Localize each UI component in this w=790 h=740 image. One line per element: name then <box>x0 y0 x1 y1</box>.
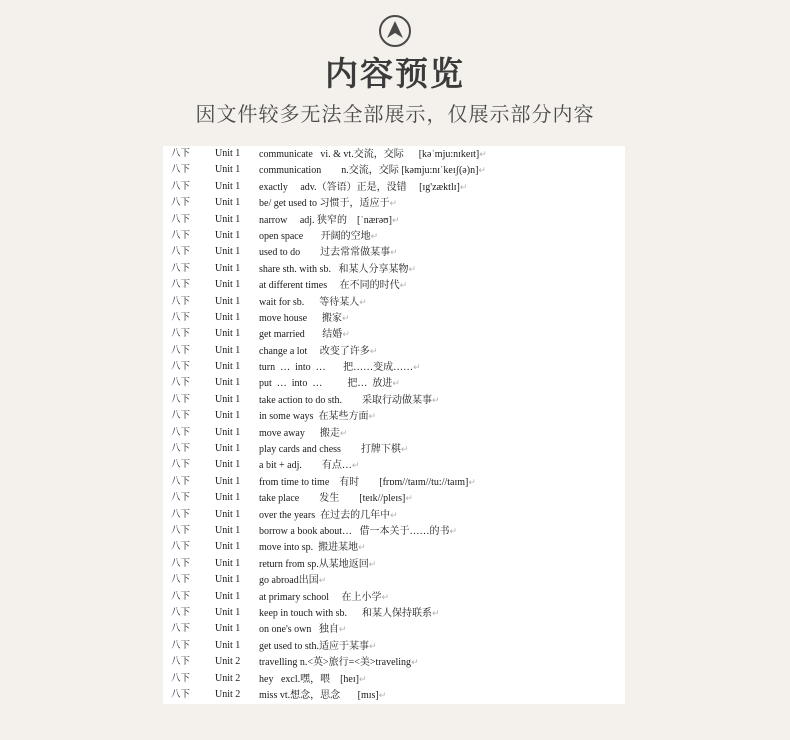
vocabulary-entry <box>259 474 476 491</box>
unit-label: Unit 1 <box>215 229 241 241</box>
vocabulary-entry <box>259 392 440 409</box>
page-subtitle: 因文件较多无法全部展示，仅展示部分内容 <box>195 102 595 126</box>
list-item <box>163 572 625 588</box>
unit-label: Unit 1 <box>215 344 241 356</box>
return-mark-icon: ↵ <box>369 640 377 651</box>
return-mark-icon: ↵ <box>358 542 366 553</box>
entry-text: take action to do sth. 采取行动做某事 <box>259 394 433 406</box>
vocabulary-entry <box>259 654 419 671</box>
list-item <box>163 523 625 539</box>
unit-label: Unit 1 <box>215 279 241 291</box>
page-title: 内容预览 <box>325 54 465 93</box>
unit-label: Unit 1 <box>215 328 241 340</box>
list-item <box>163 654 625 670</box>
vocabulary-entry <box>259 507 398 524</box>
vocabulary-entry <box>259 605 440 622</box>
entry-text: return from sp.从某地返回 <box>259 558 369 570</box>
vocabulary-entry <box>259 572 326 589</box>
return-mark-icon: ↵ <box>358 673 367 684</box>
entry-text: travelling n.<英>旅行=<美>traveling <box>259 657 412 669</box>
entry-text: change a lot 改变了许多 <box>259 345 370 357</box>
list-item <box>163 425 625 441</box>
unit-label: Unit 1 <box>215 590 241 602</box>
grade-label: 八下 <box>171 606 191 618</box>
grade-label: 八下 <box>171 623 191 635</box>
vocabulary-entry <box>259 212 400 229</box>
entry-text: get used to sth.适应于某事 <box>259 640 369 652</box>
grade-label: 八下 <box>171 377 191 389</box>
up-arrow-circle-icon <box>378 14 412 48</box>
entry-text: move away 搬走 <box>259 427 340 439</box>
entry-text: a bit + adj. 有点… <box>259 460 352 472</box>
list-item <box>163 375 625 391</box>
grade-label: 八下 <box>171 524 191 536</box>
list-item <box>163 294 625 310</box>
return-mark-icon: ↵ <box>459 181 468 192</box>
return-mark-icon: ↵ <box>400 444 409 455</box>
return-mark-icon: ↵ <box>339 427 348 438</box>
vocabulary-entry <box>259 228 378 245</box>
vocabulary-entry <box>259 621 346 638</box>
unit-label: Unit 2 <box>215 688 241 700</box>
vocabulary-entry <box>259 179 467 196</box>
grade-label: 八下 <box>171 492 191 504</box>
list-item <box>163 195 625 211</box>
list-item <box>163 326 625 342</box>
vocabulary-entry <box>259 359 421 376</box>
unit-label: Unit 1 <box>215 508 241 520</box>
entry-text: exactly adv.（答语）正是，没错 [ɪg'zæktlɪ] <box>259 181 460 193</box>
vocabulary-entry <box>259 425 347 442</box>
grade-label: 八下 <box>171 410 191 422</box>
list-item <box>163 589 625 605</box>
entry-text: communicate vi. & vt.交流，交际 [kəˈmju:nɪkeɪt] <box>259 149 480 160</box>
list-item <box>163 392 625 408</box>
grade-label: 八下 <box>171 639 191 651</box>
return-mark-icon: ↵ <box>368 558 377 569</box>
return-mark-icon: ↵ <box>351 460 360 471</box>
vocabulary-entry <box>259 556 376 573</box>
entry-text: wait for sb. 等待某人 <box>259 296 360 308</box>
list-item <box>163 638 625 654</box>
unit-label: Unit 1 <box>215 410 241 422</box>
vocabulary-entry <box>259 244 398 261</box>
grade-label: 八下 <box>171 148 191 159</box>
unit-label: Unit 1 <box>215 623 241 635</box>
vocabulary-entry <box>259 326 350 343</box>
grade-label: 八下 <box>171 197 191 209</box>
return-mark-icon: ↵ <box>413 362 421 373</box>
grade-label: 八下 <box>171 213 191 225</box>
return-mark-icon: ↵ <box>405 493 413 504</box>
unit-label: Unit 1 <box>215 361 241 373</box>
entry-text: at different times 在不同的时代 <box>259 280 400 292</box>
entry-text: at primary school 在上小学 <box>259 591 382 603</box>
vocabulary-entry <box>259 195 397 212</box>
grade-label: 八下 <box>171 344 191 356</box>
vocabulary-entry <box>259 277 407 294</box>
unit-label: Unit 1 <box>215 393 241 405</box>
grade-label: 八下 <box>171 459 191 471</box>
vocabulary-entry <box>259 671 367 688</box>
grade-label: 八下 <box>171 557 191 569</box>
unit-label: Unit 1 <box>215 606 241 618</box>
entry-text: take place 发生 [teɪk//pleɪs] <box>259 493 406 505</box>
entry-text: move into sp. 搬进某地 <box>259 542 359 554</box>
unit-label: Unit 1 <box>215 311 241 323</box>
list-item <box>163 146 625 162</box>
unit-label: Unit 1 <box>215 557 241 569</box>
list-item <box>163 441 625 457</box>
unit-label: Unit 1 <box>215 459 241 471</box>
unit-label: Unit 1 <box>215 574 241 586</box>
return-mark-icon: ↵ <box>391 214 400 225</box>
return-mark-icon: ↵ <box>370 230 379 241</box>
return-mark-icon: ↵ <box>432 607 440 618</box>
entry-text: in some ways 在某些方面 <box>259 411 369 423</box>
list-item <box>163 408 625 424</box>
vocabulary-entry <box>259 441 408 458</box>
grade-label: 八下 <box>171 180 191 192</box>
vocabulary-entry <box>259 457 359 474</box>
return-mark-icon: ↵ <box>389 198 398 209</box>
unit-label: Unit 1 <box>215 639 241 651</box>
unit-label: Unit 1 <box>215 426 241 438</box>
vocabulary-entry <box>259 490 413 507</box>
entry-text: on one's own 独自 <box>259 624 339 636</box>
return-mark-icon: ↵ <box>479 149 487 159</box>
return-mark-icon: ↵ <box>468 476 476 487</box>
grade-label: 八下 <box>171 393 191 405</box>
entry-text: play cards and chess 打牌下棋 <box>259 444 401 456</box>
list-item <box>163 212 625 228</box>
grade-label: 八下 <box>171 295 191 307</box>
list-item <box>163 474 625 490</box>
entry-text: over the years 在过去的几年中 <box>259 509 391 521</box>
entry-text: move house 搬家 <box>259 312 343 324</box>
list-item <box>163 343 625 359</box>
grade-label: 八下 <box>171 246 191 258</box>
unit-label: Unit 1 <box>215 443 241 455</box>
vocabulary-list <box>163 146 625 703</box>
entry-text: get married 结婚 <box>259 329 343 341</box>
return-mark-icon: ↵ <box>390 247 398 258</box>
return-mark-icon: ↵ <box>399 280 408 291</box>
list-item <box>163 310 625 326</box>
entry-text: from time to time 有时 [frɒm//taɪm//tu://taɪm] <box>259 476 469 488</box>
vocabulary-entry <box>259 294 367 311</box>
unit-label: Unit 2 <box>215 672 241 684</box>
list-item <box>163 277 625 293</box>
return-mark-icon: ↵ <box>390 509 398 520</box>
entry-text: turn … into … 把……变成…… <box>259 362 414 374</box>
list-item <box>163 621 625 637</box>
unit-label: Unit 1 <box>215 246 241 258</box>
list-item <box>163 507 625 523</box>
grade-label: 八下 <box>171 672 191 684</box>
grade-label: 八下 <box>171 508 191 520</box>
return-mark-icon: ↵ <box>449 525 458 536</box>
return-mark-icon: ↵ <box>369 345 378 356</box>
return-mark-icon: ↵ <box>432 394 440 405</box>
vocabulary-entry <box>259 261 416 278</box>
return-mark-icon: ↵ <box>359 296 367 307</box>
list-item <box>163 457 625 473</box>
entry-text: hey excl.嘿，喂 [heɪ] <box>259 673 359 685</box>
entry-text: narrow adj. 狭窄的 [ˈnærəʊ] <box>259 214 392 226</box>
entry-text: go abroad出国 <box>259 575 319 587</box>
vocabulary-entry <box>259 638 377 655</box>
return-mark-icon: ↵ <box>342 312 350 323</box>
return-mark-icon: ↵ <box>411 657 419 668</box>
vocabulary-entry <box>259 146 487 163</box>
grade-label: 八下 <box>171 229 191 241</box>
unit-label: Unit 1 <box>215 295 241 307</box>
list-item <box>163 539 625 555</box>
list-item <box>163 244 625 260</box>
grade-label: 八下 <box>171 279 191 291</box>
grade-label: 八下 <box>171 443 191 455</box>
vocabulary-entry <box>259 375 400 392</box>
vocabulary-entry <box>259 687 386 704</box>
return-mark-icon: ↵ <box>338 624 347 635</box>
list-item <box>163 359 625 375</box>
unit-label: Unit 1 <box>215 541 241 553</box>
grade-label: 八下 <box>171 541 191 553</box>
grade-label: 八下 <box>171 426 191 438</box>
entry-text: used to do 过去常常做某事 <box>259 247 391 259</box>
grade-label: 八下 <box>171 688 191 700</box>
return-mark-icon: ↵ <box>368 411 376 422</box>
list-item <box>163 605 625 621</box>
grade-label: 八下 <box>171 164 191 176</box>
list-item <box>163 687 625 703</box>
vocabulary-entry <box>259 589 389 606</box>
return-mark-icon: ↵ <box>392 378 400 389</box>
list-item <box>163 162 625 178</box>
vocabulary-entry <box>259 162 486 179</box>
unit-label: Unit 1 <box>215 148 241 159</box>
unit-label: Unit 1 <box>215 197 241 209</box>
unit-label: Unit 2 <box>215 656 241 668</box>
document-preview <box>163 146 625 704</box>
return-mark-icon: ↵ <box>381 591 390 602</box>
unit-label: Unit 1 <box>215 524 241 536</box>
vocabulary-entry <box>259 539 366 556</box>
unit-label: Unit 1 <box>215 492 241 504</box>
grade-label: 八下 <box>171 656 191 668</box>
vocabulary-entry <box>259 523 457 540</box>
unit-label: Unit 1 <box>215 180 241 192</box>
grade-label: 八下 <box>171 262 191 274</box>
entry-text: communication n.交流，交际 [kəmju:nɪˈkeɪʃ(ə)n] <box>259 165 479 177</box>
grade-label: 八下 <box>171 361 191 373</box>
entry-text: borrow a book about… 借一本关于……的书 <box>259 525 450 537</box>
entry-text: miss vt.想念，思念 [mɪs] <box>259 689 379 701</box>
return-mark-icon: ↵ <box>318 575 327 586</box>
entry-text: keep in touch with sb. 和某人保持联系 <box>259 607 433 619</box>
return-mark-icon: ↵ <box>478 165 486 176</box>
return-mark-icon: ↵ <box>408 263 416 274</box>
vocabulary-entry <box>259 408 376 425</box>
grade-label: 八下 <box>171 475 191 487</box>
list-item <box>163 228 625 244</box>
list-item <box>163 671 625 687</box>
vocabulary-entry <box>259 343 377 360</box>
list-item <box>163 490 625 506</box>
unit-label: Unit 1 <box>215 377 241 389</box>
return-mark-icon: ↵ <box>378 689 387 700</box>
grade-label: 八下 <box>171 574 191 586</box>
unit-label: Unit 1 <box>215 262 241 274</box>
unit-label: Unit 1 <box>215 213 241 225</box>
grade-label: 八下 <box>171 311 191 323</box>
entry-text: open space 开阔的空地 <box>259 230 371 242</box>
unit-label: Unit 1 <box>215 475 241 487</box>
entry-text: put … into … 把… 放进 <box>259 378 393 390</box>
entry-text: share sth. with sb. 和某人分享某物 <box>259 263 409 275</box>
unit-label: Unit 1 <box>215 164 241 176</box>
list-item <box>163 556 625 572</box>
grade-label: 八下 <box>171 328 191 340</box>
entry-text: be/ get used to 习惯于，适应于 <box>259 198 390 210</box>
list-item <box>163 261 625 277</box>
grade-label: 八下 <box>171 590 191 602</box>
vocabulary-entry <box>259 310 350 327</box>
list-item <box>163 179 625 195</box>
return-mark-icon: ↵ <box>342 329 350 340</box>
